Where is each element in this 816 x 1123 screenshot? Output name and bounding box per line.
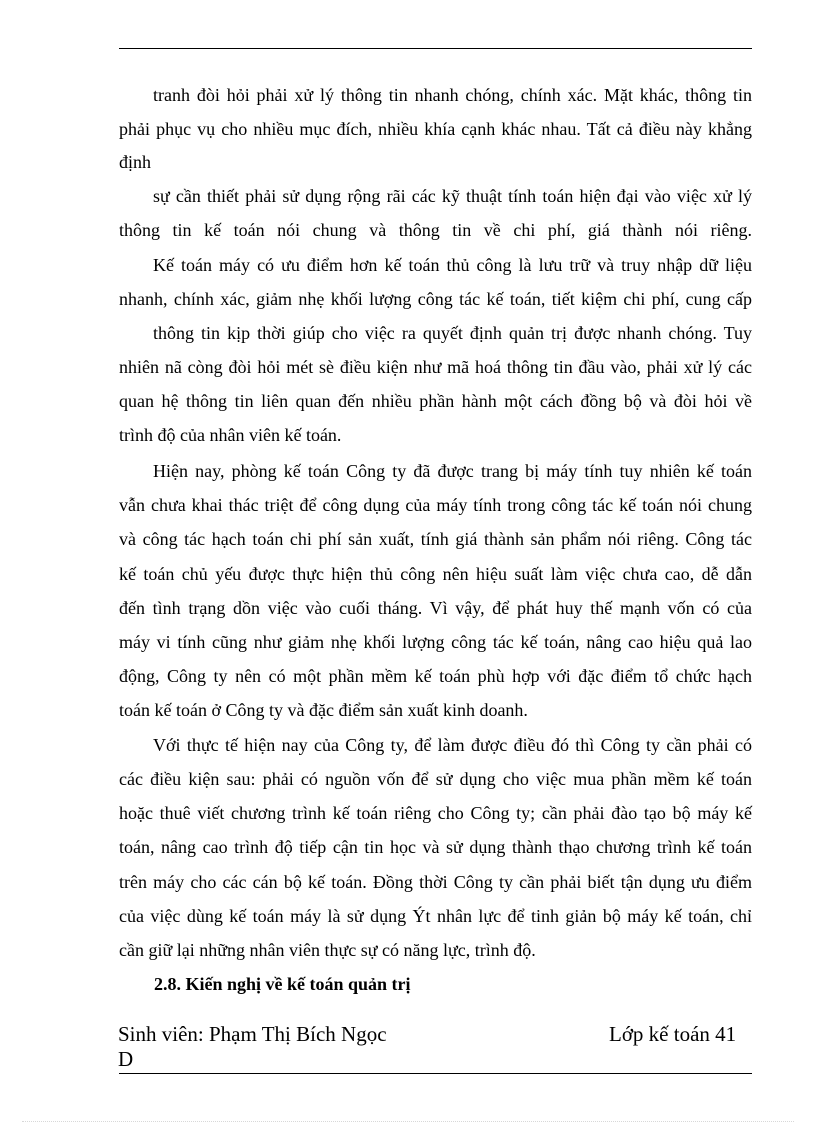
text-line: toán kế toán ở Công ty và đặc điểm sản xuất kinh doanh.	[119, 700, 528, 720]
text-line: tranh đòi hỏi phải xử lý thông tin nhanh chóng, chính xác. Mặt khác, thông tin	[153, 85, 752, 105]
text-line: cần giữ lại những nhân viên thực sự có năng lực, trình độ.	[119, 940, 536, 960]
page-edge-dotted-line	[22, 1121, 794, 1122]
text-line: và công tác hạch toán chi phí sản xuất, tính giá thành sản phẩm nói riêng. Công tác	[119, 529, 752, 549]
text-line: Kế toán máy có ưu điểm hơn kế toán thủ công là lưu trữ và truy nhập dữ liệu	[153, 255, 752, 275]
text-line: của việc dùng kế toán máy là sử dụng Ýt nhân lực để tinh giản bộ máy kế toán, chỉ	[119, 906, 752, 926]
text-line: vẫn chưa khai thác triệt để công dụng của máy tính trong công tác kế toán nói chung	[119, 495, 752, 515]
text-line: nhanh, chính xác, giảm nhẹ khối lượng công tác kế toán, tiết kiệm chi phí, cung cấp	[119, 289, 752, 309]
footer-class: Lớp kế toán 41	[609, 1022, 737, 1046]
footer-student-name: Sinh viên: Phạm Thị Bích Ngọc	[118, 1022, 387, 1046]
footer-rule	[119, 1073, 752, 1074]
text-line: phải phục vụ cho nhiều mục đích, nhiều khía cạnh khác nhau. Tất cả điều này khẳng	[119, 119, 752, 139]
text-line: thông tin kịp thời giúp cho việc ra quyết định quản trị được nhanh chóng. Tuy	[153, 323, 752, 343]
header-rule	[119, 48, 752, 49]
text-line: trên máy cho các cán bộ kế toán. Đồng thời Công ty cần phải biết tận dụng ưu điểm	[119, 872, 752, 892]
text-line: toán, nâng cao trình độ tiếp cận tin học và sử dụng thành thạo chương trình kế toán	[119, 837, 752, 857]
text-line: máy vi tính cũng như giảm nhẹ khối lượng công tác kế toán, nâng cao hiệu quả lao	[119, 632, 752, 652]
text-line: Với thực tế hiện nay của Công ty, để làm được điều đó thì Công ty cần phải có	[153, 735, 752, 755]
text-line: Hiện nay, phòng kế toán Công ty đã được trang bị máy tính tuy nhiên kế toán	[153, 461, 752, 481]
text-line: định	[119, 152, 152, 172]
text-line: thông tin kế toán nói chung và thông tin về chi phí, giá thành nói riêng.	[119, 220, 752, 240]
section-heading: 2.8. Kiến nghị về kế toán quản trị	[154, 974, 411, 994]
text-line: sự cần thiết phải sử dụng rộng rãi các kỹ thuật tính toán hiện đại vào việc xử lý	[153, 186, 752, 206]
text-line: nhiên nã còng đòi hỏi mét sè điều kiện như mã hoá thông tin đầu vào, phải xử lý các	[119, 357, 752, 377]
text-line: kế toán chủ yếu được thực hiện thủ công nên hiệu suất làm việc chưa cao, dễ dẫn	[119, 564, 752, 584]
footer-class-suffix: D	[118, 1047, 134, 1071]
text-line: các điều kiện sau: phải có nguồn vốn để sử dụng cho việc mua phần mềm kế toán	[119, 769, 752, 789]
text-line: hoặc thuê viết chương trình kế toán riêng cho Công ty; cần phải đào tạo bộ máy kế	[119, 803, 752, 823]
text-line: quan hệ thông tin liên quan đến nhiều phần hành một cách đồng bộ và đòi hỏi về	[119, 391, 752, 411]
text-line: động, Công ty nên có một phần mềm kế toán phù hợp với đặc điểm tổ chức hạch	[119, 666, 752, 686]
text-line: đến tình trạng dồn việc vào cuối tháng. Vì vậy, để phát huy thế mạnh vốn có của	[119, 598, 752, 618]
text-line: trình độ của nhân viên kế toán.	[119, 425, 342, 445]
